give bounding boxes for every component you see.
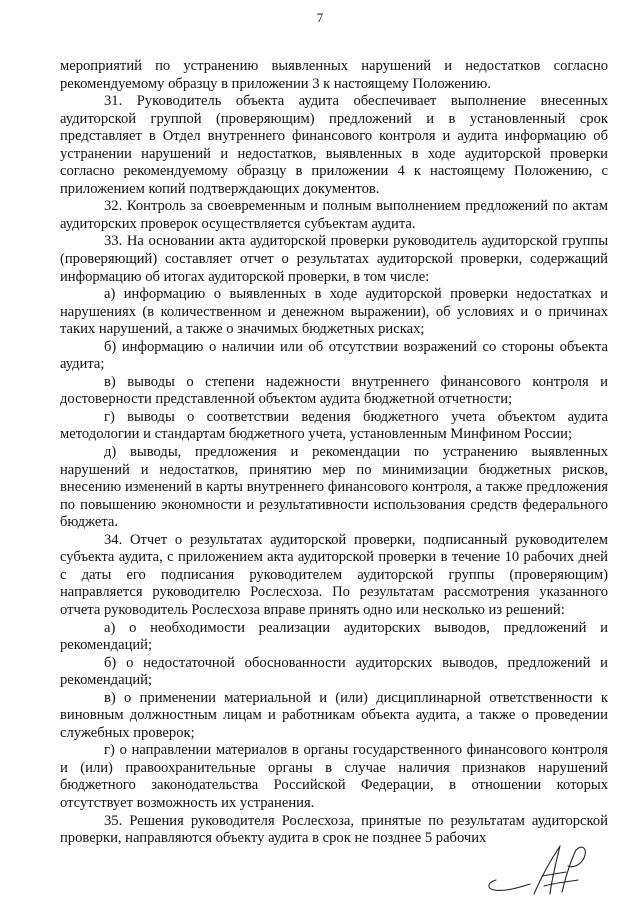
paragraph-34-g: г) о направлении материалов в органы государственного финансового контроля и (или) правоохранительные органы в случае наличия признаков нарушений бюджетного законодательства Российской Федерации, в отношении которых отсутствует возможность их устранения. xyxy=(60,742,608,811)
paragraph-35: 35. Решения руководителя Рослесхоза, принятые по результатам аудиторской проверки, направляются объекту аудита в срок не позднее 5 рабочих xyxy=(60,812,608,847)
handwritten-signature xyxy=(482,836,602,900)
paragraph-33-a: а) информацию о выявленных в ходе аудиторской проверки недостатках и нарушениях (в количественном и денежном выражении), об условиях и о причинах таких нарушений, а также о значимых бюджетных рисках; xyxy=(60,286,608,338)
paragraph-34-a: а) о необходимости реализации аудиторских выводов, предложений и рекомендаций; xyxy=(60,619,608,654)
paragraph-33-g: г) выводы о соответствии ведения бюджетного учета объектом аудита методологии и стандартам бюджетного учета, установленным Минфином России; xyxy=(60,408,608,443)
paragraph-32: 32. Контроль за своевременным и полным выполнением предложений по актам аудиторских проверок осуществляется субъектам аудита. xyxy=(60,198,608,232)
page-number: 7 xyxy=(316,10,324,25)
paragraph-31: 31. Руководитель объекта аудита обеспечивает выполнение внесенных аудиторской группой (проверяющим) предложений и в установленный срок представляет в Отдел внутреннего финансового контроля и аудита информацию об устранении нарушений и недостатков, выявленных в ходе аудиторской проверки согласно рекомендуемому образцу в приложении 4 к настоящему Положению, с приложением копий подтверждающих документов. xyxy=(60,93,608,197)
paragraph-33-b: б) информацию о наличии или об отсутствии возражений со стороны объекта аудита; xyxy=(60,338,608,373)
paragraph-34: 34. Отчет о результатах аудиторской проверки, подписанный руководителем субъекта аудита, с приложением акта аудиторской проверки в течение 10 рабочих дней с даты его подписания руководителем аудиторской группы (проверяющим) направляется руководителю Рослесхоза. По результатам рассмотрения указанного отчета руководитель Рослесхоза вправе принять одно или несколько из решений: xyxy=(60,531,608,618)
paragraph-33-d: д) выводы, предложения и рекомендации по устранению выявленных нарушений и недостатков, принятию мер по минимизации бюджетных рисков, внесению изменений в карты внутреннего финансового контроля, а также предложения по повышению экономности и результативности использования средств федерального бюджета. xyxy=(60,444,608,531)
paragraph-33-v: в) выводы о степени надежности внутреннего финансового контроля и достоверности представленной объектом аудита бюджетной отчетности; xyxy=(60,373,608,408)
paragraph-continuation: мероприятий по устранению выявленных нарушений и недостатков согласно рекомендуемому образцу в приложении 3 к настоящему Положению. xyxy=(60,58,608,92)
paragraph-33: 33. На основании акта аудиторской проверки руководитель аудиторской группы (проверяющий) составляет отчет о результатах аудиторской проверки, содержащий информацию об итогах аудиторской проверки, в том числе: xyxy=(60,233,608,285)
paragraph-34-v: в) о применении материальной и (или) дисциплинарной ответственности к виновным должностным лицам и работникам объекта аудита, а также о проведении служебных проверок; xyxy=(60,689,608,741)
document-body xyxy=(60,58,608,848)
paragraph-34-b: б) о недостаточной обоснованности аудиторских выводов, предложений и рекомендаций; xyxy=(60,654,608,689)
